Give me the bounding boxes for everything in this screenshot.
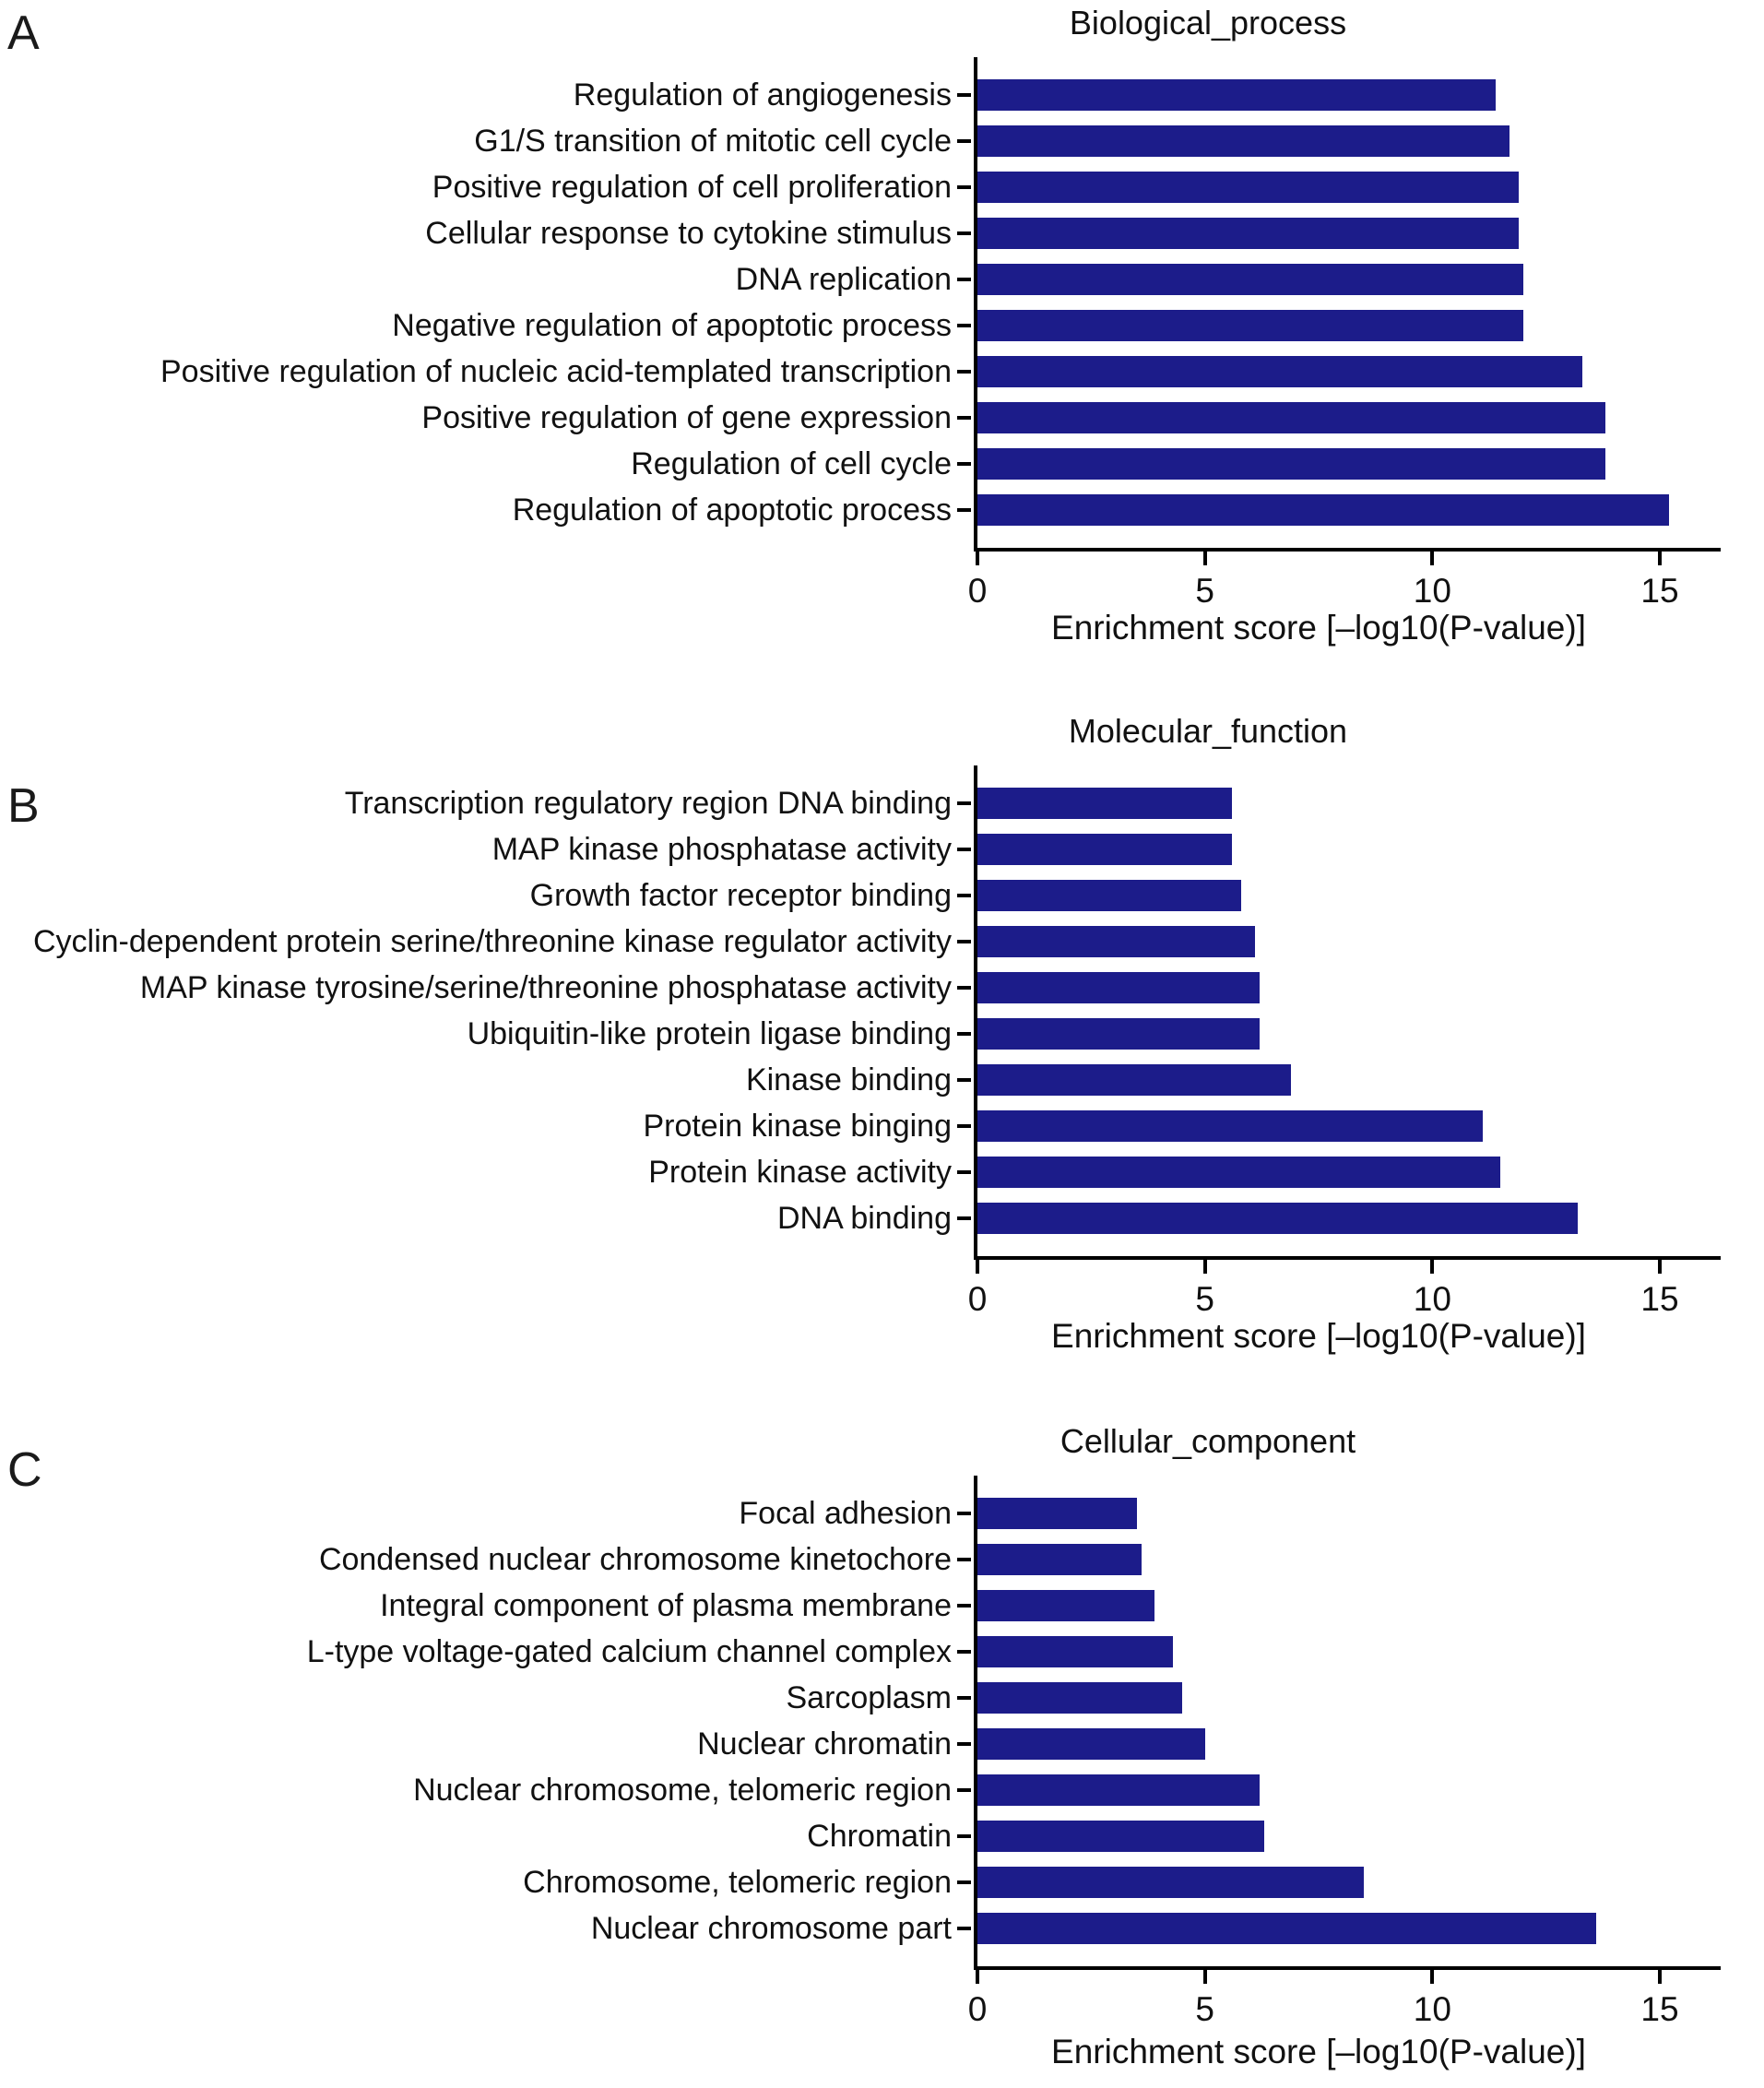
- x-tick-label: 10: [1413, 572, 1451, 610]
- y-tick: [957, 848, 971, 851]
- value-bar: [977, 1157, 1500, 1188]
- bar-row: [0, 256, 1764, 303]
- x-tick: [1430, 1260, 1434, 1274]
- category-label: MAP kinase tyrosine/serine/threonine phosphatase activity: [139, 970, 952, 1005]
- bar-row: [0, 164, 1764, 210]
- y-tick: [957, 1032, 971, 1036]
- category-label: Positive regulation of cell proliferation: [432, 170, 952, 205]
- value-bar: [977, 494, 1669, 526]
- value-bar: [977, 834, 1232, 865]
- value-bar: [977, 1867, 1364, 1898]
- y-tick: [957, 139, 971, 143]
- x-tick-label: 10: [1413, 1280, 1451, 1318]
- bar-row: [0, 1675, 1764, 1721]
- bar-track: [977, 1490, 1764, 1536]
- x-tick: [976, 552, 979, 565]
- bar-row: [0, 1103, 1764, 1149]
- category-label: Regulation of apoptotic process: [512, 492, 952, 528]
- panel-molecular-function: [0, 701, 1764, 1411]
- bar-row: [0, 826, 1764, 872]
- bar-track: [977, 965, 1764, 1011]
- bar-row: [0, 1490, 1764, 1536]
- bar-row: [0, 1629, 1764, 1675]
- panel-letter-b: B: [7, 779, 40, 833]
- value-bar: [977, 1590, 1154, 1621]
- bar-track: [977, 1011, 1764, 1057]
- y-tick: [957, 462, 971, 466]
- value-bar: [977, 1498, 1137, 1529]
- category-label: Nuclear chromatin: [697, 1726, 952, 1762]
- x-tick: [1203, 1260, 1207, 1274]
- category-label: G1/S transition of mitotic cell cycle: [474, 124, 952, 159]
- x-tick-label: 5: [1195, 1990, 1214, 2028]
- bar-row: [0, 349, 1764, 395]
- bar-track: [977, 118, 1764, 164]
- bar-track: [977, 72, 1764, 118]
- x-tick-label: 15: [1640, 1280, 1679, 1318]
- x-tick-label: 15: [1640, 572, 1679, 610]
- bar-track: [977, 349, 1764, 395]
- value-bar: [977, 880, 1241, 911]
- bar-track: [977, 210, 1764, 256]
- x-tick: [1658, 1970, 1662, 1984]
- value-bar: [977, 1821, 1264, 1852]
- value-bar: [977, 1544, 1142, 1575]
- category-label: Protein kinase binging: [643, 1109, 952, 1144]
- category-label: Positive regulation of nucleic acid-templated transcription: [160, 354, 952, 389]
- x-tick: [1430, 552, 1434, 565]
- category-label: Cyclin-dependent protein serine/threonine kinase regulator activity: [32, 924, 952, 959]
- bar-row: [0, 1583, 1764, 1629]
- bar-track: [977, 1859, 1764, 1905]
- bar-row: [0, 1011, 1764, 1057]
- x-axis-label: Enrichment score [–log10(P-value)]: [1051, 609, 1586, 647]
- panel-cellular-component: [0, 1411, 1764, 2088]
- bar-row: [0, 441, 1764, 487]
- category-label: Regulation of cell cycle: [631, 446, 952, 481]
- bar-row: [0, 118, 1764, 164]
- bar-row: [0, 919, 1764, 965]
- bar-row: [0, 1767, 1764, 1813]
- bar-track: [977, 1583, 1764, 1629]
- x-tick: [1203, 552, 1207, 565]
- x-tick-label: 0: [967, 572, 988, 610]
- bars-container: [0, 1476, 1764, 1952]
- value-bar: [977, 310, 1523, 341]
- bar-track: [977, 441, 1764, 487]
- value-bar: [977, 125, 1509, 157]
- category-label: Regulation of angiogenesis: [573, 77, 952, 113]
- category-label: Condensed nuclear chromosome kinetochore: [318, 1542, 952, 1577]
- bar-row: [0, 1905, 1764, 1952]
- x-tick-label: 0: [967, 1990, 988, 2028]
- bar-row: [0, 1536, 1764, 1583]
- y-tick: [957, 801, 971, 805]
- bar-row: [0, 965, 1764, 1011]
- y-tick: [957, 1124, 971, 1128]
- category-label: Protein kinase activity: [648, 1155, 952, 1190]
- category-label: Focal adhesion: [739, 1496, 952, 1531]
- bar-row: [0, 1859, 1764, 1905]
- bar-track: [977, 1629, 1764, 1675]
- category-label: Ubiquitin-like protein ligase binding: [467, 1016, 952, 1051]
- bar-row: [0, 1721, 1764, 1767]
- category-label: DNA replication: [735, 262, 952, 297]
- bars-container: [0, 57, 1764, 533]
- bar-row: [0, 780, 1764, 826]
- chart-title-biological-process: Biological_process: [1069, 4, 1347, 42]
- y-tick: [957, 1742, 971, 1746]
- bar-track: [977, 1767, 1764, 1813]
- panel-letter-c: C: [7, 1443, 42, 1497]
- value-bar: [977, 264, 1523, 295]
- bar-track: [977, 1675, 1764, 1721]
- y-tick: [957, 93, 971, 97]
- value-bar: [977, 1682, 1182, 1714]
- x-tick: [976, 1970, 979, 1984]
- y-tick: [957, 1650, 971, 1654]
- category-label: Cellular response to cytokine stimulus: [425, 216, 952, 251]
- category-label: Nuclear chromosome part: [590, 1911, 952, 1946]
- y-tick: [957, 1604, 971, 1608]
- x-tick: [1658, 552, 1662, 565]
- bar-row: [0, 210, 1764, 256]
- value-bar: [977, 402, 1605, 433]
- y-tick: [957, 1078, 971, 1082]
- bar-track: [977, 1813, 1764, 1859]
- category-label: Integral component of plasma membrane: [380, 1588, 952, 1623]
- category-label: DNA binding: [776, 1201, 952, 1236]
- value-bar: [977, 79, 1496, 111]
- category-label: Transcription regulatory region DNA binding: [344, 786, 952, 821]
- y-tick: [957, 940, 971, 943]
- value-bar: [977, 1064, 1291, 1096]
- panel-letter-a: A: [7, 6, 40, 60]
- y-tick: [957, 1170, 971, 1174]
- x-axis-label: Enrichment score [–log10(P-value)]: [1051, 2033, 1586, 2070]
- y-tick: [957, 1216, 971, 1220]
- bar-track: [977, 1149, 1764, 1195]
- category-label: Growth factor receptor binding: [529, 878, 952, 913]
- category-label: Negative regulation of apoptotic process: [392, 308, 952, 343]
- y-tick: [957, 1788, 971, 1792]
- bar-track: [977, 1536, 1764, 1583]
- x-tick: [976, 1260, 979, 1274]
- bar-row: [0, 487, 1764, 533]
- bar-row: [0, 872, 1764, 919]
- y-tick: [957, 185, 971, 189]
- x-tick-label: 0: [967, 1280, 988, 1318]
- x-tick-label: 15: [1640, 1990, 1679, 2028]
- category-label: Chromatin: [807, 1819, 952, 1854]
- y-tick: [957, 1880, 971, 1884]
- value-bar: [977, 356, 1582, 387]
- x-tick-label: 5: [1195, 1280, 1214, 1318]
- x-tick-label: 5: [1195, 572, 1214, 610]
- y-tick: [957, 231, 971, 235]
- y-tick: [957, 1696, 971, 1700]
- category-label: Nuclear chromosome, telomeric region: [413, 1773, 952, 1808]
- value-bar: [977, 1018, 1260, 1050]
- x-tick: [1658, 1260, 1662, 1274]
- bar-track: [977, 1103, 1764, 1149]
- value-bar: [977, 448, 1605, 480]
- bar-track: [977, 303, 1764, 349]
- y-tick: [957, 278, 971, 281]
- value-bar: [977, 1913, 1596, 1944]
- bar-row: [0, 1813, 1764, 1859]
- panel-biological-process: [0, 0, 1764, 701]
- bar-row: [0, 1057, 1764, 1103]
- value-bar: [977, 788, 1232, 819]
- category-label: L-type voltage-gated calcium channel complex: [306, 1634, 952, 1669]
- y-tick: [957, 894, 971, 897]
- y-tick: [957, 1834, 971, 1838]
- value-bar: [977, 172, 1519, 203]
- bars-container: [0, 765, 1764, 1241]
- x-axis-label: Enrichment score [–log10(P-value)]: [1051, 1317, 1586, 1355]
- bar-track: [977, 780, 1764, 826]
- value-bar: [977, 972, 1260, 1003]
- bar-track: [977, 1905, 1764, 1952]
- bar-row: [0, 72, 1764, 118]
- category-label: Sarcoplasm: [786, 1680, 952, 1715]
- bar-row: [0, 1149, 1764, 1195]
- chart-title-molecular-function: Molecular_function: [1068, 712, 1348, 750]
- x-tick-label: 10: [1413, 1990, 1451, 2028]
- y-tick: [957, 1512, 971, 1515]
- y-tick: [957, 416, 971, 420]
- value-bar: [977, 218, 1519, 249]
- y-tick: [957, 1927, 971, 1930]
- value-bar: [977, 926, 1255, 957]
- bar-track: [977, 1057, 1764, 1103]
- bar-track: [977, 826, 1764, 872]
- category-label: MAP kinase phosphatase activity: [491, 832, 952, 867]
- y-tick: [957, 370, 971, 374]
- y-tick: [957, 1558, 971, 1561]
- value-bar: [977, 1728, 1205, 1760]
- bar-row: [0, 303, 1764, 349]
- category-label: Positive regulation of gene expression: [421, 400, 952, 435]
- x-tick: [1430, 1970, 1434, 1984]
- bar-row: [0, 395, 1764, 441]
- y-tick: [957, 508, 971, 512]
- value-bar: [977, 1636, 1173, 1667]
- value-bar: [977, 1203, 1578, 1234]
- bar-track: [977, 919, 1764, 965]
- y-tick: [957, 986, 971, 990]
- category-label: Kinase binding: [745, 1062, 952, 1097]
- bar-track: [977, 164, 1764, 210]
- value-bar: [977, 1110, 1483, 1142]
- chart-title-cellular-component: Cellular_component: [1060, 1422, 1356, 1460]
- bar-track: [977, 487, 1764, 533]
- bar-row: [0, 1195, 1764, 1241]
- y-tick: [957, 324, 971, 327]
- x-tick: [1203, 1970, 1207, 1984]
- value-bar: [977, 1774, 1260, 1806]
- bar-track: [977, 872, 1764, 919]
- bar-track: [977, 395, 1764, 441]
- bar-track: [977, 1721, 1764, 1767]
- bar-track: [977, 1195, 1764, 1241]
- category-label: Chromosome, telomeric region: [523, 1865, 952, 1900]
- bar-track: [977, 256, 1764, 303]
